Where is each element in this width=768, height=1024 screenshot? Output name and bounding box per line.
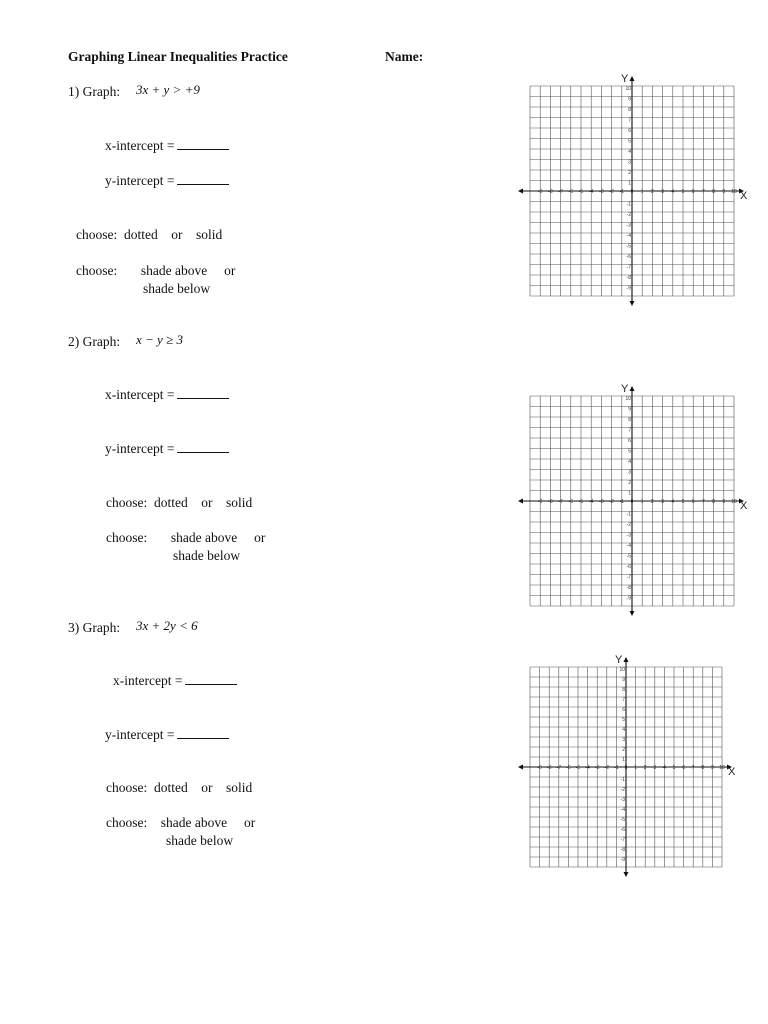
problem-2-y-intercept (105, 441, 229, 457)
x-tick-label: -5 (578, 499, 584, 505)
y-intercept-label: y-intercept = (105, 441, 175, 456)
y-tick-label: 1 (622, 757, 625, 764)
coordinate-grid-3[interactable] (514, 655, 750, 880)
y-tick-label: 8 (628, 107, 631, 114)
problem-3-y-intercept (105, 727, 229, 743)
y-tick-label: -1 (620, 777, 625, 784)
y-tick-label: -3 (626, 532, 631, 539)
x-tick-label: -4 (588, 189, 594, 195)
y-tick-label: 7 (622, 697, 625, 704)
x-tick-label: 1 (640, 189, 644, 195)
y-intercept-label: y-intercept = (105, 727, 175, 742)
y-tick-label: 7 (628, 427, 631, 434)
y-tick-label: -8 (626, 275, 631, 282)
option-shade-above[interactable]: shade above (160, 815, 228, 830)
y-tick-label: 6 (628, 438, 631, 445)
problem-2-label: 2) Graph: (68, 334, 121, 349)
arrow-up-icon (630, 76, 635, 81)
x-tick-label: 2 (651, 189, 654, 195)
x-tick-label: -5 (578, 189, 584, 195)
problem-3-choose-line (106, 780, 252, 796)
x-tick-label: 0 (630, 189, 634, 195)
x-tick-label: 8 (712, 189, 715, 195)
y-tick-label: -3 (626, 222, 631, 229)
or-text: or (243, 815, 256, 830)
x-tick-label: -4 (588, 499, 594, 505)
choose-label: choose: (106, 495, 148, 510)
x-axis-label: X (740, 190, 748, 202)
y-tick-label: -1 (626, 201, 631, 208)
y-tick-label: -9 (626, 595, 631, 602)
x-tick-label: 7 (702, 499, 705, 505)
x-tick-label: -1 (619, 499, 625, 505)
choose-label: choose: (106, 530, 148, 545)
x-intercept-blank[interactable] (177, 139, 229, 150)
x-tick-label: -3 (599, 499, 604, 505)
y-tick-label: -2 (620, 787, 625, 794)
x-tick-label: 7 (691, 765, 695, 771)
option-dotted[interactable]: dotted (154, 495, 188, 510)
option-shade-above[interactable]: shade above (140, 263, 208, 278)
x-tick-label: -5 (575, 765, 581, 771)
x-tick-label: -6 (568, 499, 574, 505)
choose-label: choose: (76, 227, 118, 242)
option-solid[interactable]: solid (226, 495, 253, 510)
choose-label: choose: (106, 815, 148, 830)
name-label: Name: (385, 49, 424, 64)
problem-1-choose-line (76, 227, 222, 243)
option-dotted[interactable]: dotted (154, 780, 188, 795)
option-dotted[interactable]: dotted (124, 227, 158, 242)
y-tick-label: 2 (628, 170, 631, 177)
x-tick-label: -2 (604, 765, 610, 771)
x-tick-label: 3 (661, 189, 664, 195)
problem-3-choose-shade (106, 815, 255, 831)
option-shade-above[interactable]: shade above (170, 530, 238, 545)
arrow-left-icon (518, 189, 523, 194)
x-tick-label: 1 (640, 499, 644, 505)
option-solid[interactable]: solid (226, 780, 253, 795)
arrow-down-icon (624, 872, 629, 877)
problem-1-y-intercept (105, 173, 229, 189)
y-axis-label: Y (621, 73, 629, 85)
problem-3-equation: 3x + 2y < 6 (136, 618, 198, 633)
y-tick-label: -9 (620, 857, 625, 864)
y-tick-label: 1 (628, 490, 631, 497)
x-tick-label: -8 (548, 499, 553, 505)
or-text: or (254, 530, 266, 545)
problem-1-equation: 3x + y > +9 (136, 82, 200, 97)
or-text: or (171, 227, 183, 242)
coordinate-grid-2[interactable] (514, 382, 750, 618)
x-tick-label: -7 (556, 765, 562, 771)
x-tick-label: 1 (634, 765, 637, 771)
x-tick-label: -2 (609, 189, 614, 195)
x-tick-label: 9 (722, 499, 726, 505)
problem-1-choose-shade (76, 263, 235, 279)
option-shade-below[interactable]: shade below (173, 548, 241, 563)
x-tick-label: 3 (653, 765, 657, 771)
y-tick-label: -1 (626, 511, 631, 518)
x-tick-label: 2 (651, 499, 654, 505)
x-tick-label: -7 (558, 499, 563, 505)
y-tick-label: 8 (622, 687, 625, 694)
x-tick-label: 5 (672, 765, 676, 771)
x-intercept-blank[interactable] (177, 388, 229, 399)
y-intercept-label: y-intercept = (105, 173, 175, 188)
y-tick-label: -4 (626, 543, 631, 550)
x-tick-label: 10 (719, 765, 725, 771)
y-intercept-blank[interactable] (177, 728, 229, 739)
x-intercept-label: x-intercept = (105, 387, 175, 402)
x-tick-label: 4 (671, 499, 675, 505)
y-tick-label: 3 (622, 737, 625, 744)
x-tick-label: -9 (537, 499, 543, 505)
y-tick-label: 8 (628, 417, 631, 424)
y-tick-label: 2 (622, 747, 625, 754)
problem-2-choose-line (106, 495, 252, 511)
x-tick-label: -2 (609, 499, 614, 505)
y-tick-label: -8 (626, 585, 631, 592)
y-tick-label: 4 (622, 727, 625, 734)
x-tick-label: 0 (630, 499, 634, 505)
x-tick-label: -1 (619, 189, 625, 195)
y-tick-label: -5 (620, 817, 625, 824)
y-tick-label: 10 (625, 396, 631, 403)
x-tick-label: -6 (566, 765, 571, 771)
x-tick-label: -9 (537, 189, 543, 195)
y-tick-label: 4 (628, 459, 631, 466)
y-tick-label: -5 (626, 553, 631, 560)
y-tick-label: -7 (620, 837, 625, 844)
y-tick-label: 10 (625, 86, 631, 93)
x-tick-label: 6 (682, 765, 685, 771)
y-intercept-blank[interactable] (177, 442, 229, 453)
y-tick-label: 6 (628, 128, 631, 135)
y-tick-label: -2 (626, 212, 631, 219)
y-tick-label: 9 (622, 677, 625, 684)
y-tick-label: 7 (628, 117, 631, 124)
x-tick-label: 6 (691, 189, 695, 195)
x-tick-label: -8 (546, 765, 552, 771)
worksheet-title: Graphing Linear Inequalities Practice (68, 49, 288, 64)
x-tick-label: 10 (731, 189, 737, 195)
x-intercept-label: x-intercept = (113, 673, 183, 688)
x-tick-label: 9 (711, 765, 714, 771)
arrow-left-icon (518, 765, 523, 770)
or-text: or (201, 495, 213, 510)
x-tick-label: -3 (594, 765, 600, 771)
choose-label: choose: (106, 780, 148, 795)
arrow-up-icon (624, 657, 629, 662)
y-tick-label: 6 (622, 707, 625, 714)
y-tick-label: 1 (628, 180, 631, 187)
x-tick-label: 10 (731, 499, 737, 505)
x-tick-label: 5 (681, 189, 685, 195)
x-tick-label: -3 (599, 189, 604, 195)
y-tick-label: -4 (626, 233, 631, 240)
arrow-down-icon (630, 301, 635, 306)
arrow-up-icon (630, 386, 635, 391)
y-tick-label: -3 (620, 797, 625, 804)
x-tick-label: 8 (712, 499, 715, 505)
y-tick-label: 5 (622, 717, 625, 724)
x-tick-label: 6 (691, 499, 695, 505)
y-tick-label: 10 (619, 667, 625, 674)
x-intercept-label: x-intercept = (105, 138, 175, 153)
y-tick-label: 5 (628, 448, 631, 455)
arrow-down-icon (630, 611, 635, 616)
y-tick-label: -8 (620, 847, 625, 854)
or-text: or (201, 780, 213, 795)
y-tick-label: 4 (628, 149, 631, 156)
x-tick-label: -6 (568, 189, 574, 195)
x-tick-label: 5 (681, 499, 685, 505)
x-axis-label: X (740, 500, 748, 512)
coordinate-grid-1[interactable] (514, 72, 750, 308)
or-text: or (224, 263, 236, 278)
problem-1-label: 1) Graph: (68, 84, 121, 99)
x-tick-label: -8 (548, 189, 553, 195)
option-shade-below[interactable]: shade below (143, 281, 211, 296)
x-tick-label: 7 (702, 189, 705, 195)
y-tick-label: -6 (626, 254, 631, 261)
arrow-left-icon (518, 499, 523, 504)
y-tick-label: 5 (628, 138, 631, 145)
x-tick-label: 8 (701, 765, 705, 771)
x-tick-label: -1 (614, 765, 619, 771)
y-tick-label: -2 (626, 522, 631, 529)
y-tick-label: -6 (620, 827, 625, 834)
problem-2-choose-shade (106, 530, 265, 546)
y-tick-label: 9 (628, 406, 631, 413)
x-intercept-blank[interactable] (185, 674, 237, 685)
y-tick-label: 9 (628, 96, 631, 103)
x-tick-label: 3 (661, 499, 664, 505)
y-axis-label: Y (615, 654, 623, 666)
x-tick-label: 4 (663, 765, 666, 771)
problem-2-equation: x − y ≥ 3 (136, 332, 183, 347)
x-tick-label: -4 (585, 765, 590, 771)
problem-1-x-intercept (105, 138, 229, 154)
x-axis-label: X (728, 766, 736, 778)
problem-3-label: 3) Graph: (68, 620, 121, 635)
y-tick-label: -9 (626, 285, 631, 292)
option-shade-below[interactable]: shade below (166, 833, 234, 848)
x-tick-label: -9 (537, 765, 542, 771)
problem-2-x-intercept (105, 387, 229, 403)
y-tick-label: -7 (626, 574, 631, 581)
y-tick-label: -6 (626, 564, 631, 571)
y-axis-label: Y (621, 383, 629, 395)
y-tick-label: 3 (628, 159, 631, 166)
y-tick-label: -4 (620, 807, 625, 814)
y-tick-label: 2 (628, 480, 631, 487)
x-tick-label: 9 (722, 189, 726, 195)
y-tick-label: -7 (626, 264, 631, 271)
x-tick-label: 4 (671, 189, 675, 195)
x-tick-label: 0 (624, 765, 628, 771)
choose-label: choose: (76, 263, 118, 278)
y-intercept-blank[interactable] (177, 174, 229, 185)
x-tick-label: -7 (558, 189, 563, 195)
x-tick-label: 2 (643, 765, 647, 771)
option-solid[interactable]: solid (196, 227, 223, 242)
y-tick-label: 3 (628, 469, 631, 476)
y-tick-label: -5 (626, 243, 631, 250)
problem-3-x-intercept (113, 673, 237, 689)
